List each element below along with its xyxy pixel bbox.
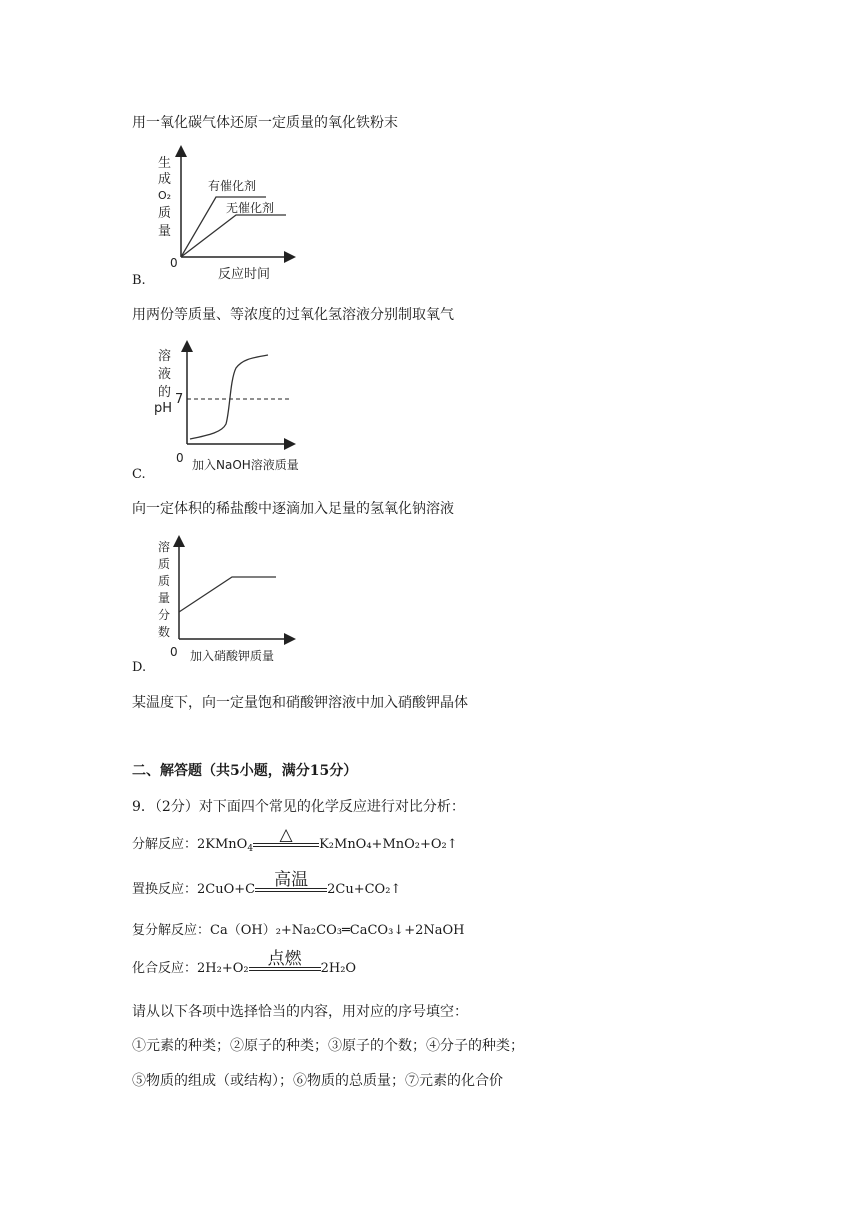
reaction-condition: 点燃 [249,960,321,978]
y-label-4: 量 [158,591,171,605]
y-label-2: 成 [158,172,172,187]
choices-line-1: ①元素的种类；②原子的种类；③原子的个数；④分子的种类； [132,1038,524,1054]
products: 2H₂O [320,961,357,976]
x-axis-label: 加入NaOH溶液质量 [192,458,299,472]
reaction-decomposition: 分解反应：2KMnO$_4$ △ K₂MnO₄+MnO₂+O₂↑ [132,825,458,854]
products: 2Cu+CO₂↑ [327,882,402,897]
y-label-6: 数 [158,625,171,639]
choices-line-2: ⑤物质的组成（或结构）；⑥物质的总质量；⑦元素的化合价 [132,1073,503,1089]
y-label-1: 溶 [158,540,171,554]
ph-label: pH [154,401,173,416]
reactants: 2H₂+O₂ [197,961,249,976]
y-label-4: 质 [158,206,172,221]
reaction-combination [132,949,357,978]
mass-fraction-line [179,577,276,612]
reaction-condition: 高温 [255,881,327,899]
graph-b [150,145,300,285]
reaction-type-label: 置换反应： [132,882,198,897]
x-axis-label: 加入硝酸钾质量 [190,649,275,663]
reaction-type-label: 复分解反应： [132,923,211,938]
origin-label: 0 [170,256,178,270]
y-label-1: 溶 [158,349,172,364]
origin-label: 0 [170,645,178,659]
option-d-label: D. [132,660,147,675]
y-label-3: O₂ [158,189,172,202]
products: K₂MnO₄+MnO₂+O₂↑ [319,837,458,852]
graph-d [150,535,330,675]
y-label-1: 生 [158,156,172,171]
option-c-description: 向一定体积的稀盐酸中逐滴加入足量的氢氧化钠溶液 [132,501,454,517]
no-catalyst-label: 无催化剂 [226,201,275,215]
question-9-intro: 9．（2分）对下面四个常见的化学反应进行对比分析： [132,799,465,815]
option-b-label: B. [132,273,146,288]
reaction-condition [253,825,319,854]
reactants: 2CuO+C [197,882,256,897]
option-a-description: 用一氧化碳气体还原一定质量的氧化铁粉末 [132,115,398,131]
option-b-description: 用两份等质量、等浓度的过氧化氢溶液分别制取氧气 [132,307,454,323]
option-d-description: 某温度下，向一定量饱和硝酸钾溶液中加入硝酸钾晶体 [132,695,468,711]
reaction-type-label: 化合反应： [132,961,198,976]
equation: Ca（OH）₂+Na₂CO₃═CaCO₃↓+2NaOH [210,923,465,938]
y-label-5: 量 [158,224,172,239]
y-label-2: 液 [158,367,172,382]
catalyst-label: 有催化剂 [208,179,257,193]
y-label-2: 质 [158,557,171,571]
y-label-5: 分 [158,608,171,622]
reaction-type-label: 分解反应： [132,837,198,852]
option-c-label: C. [132,467,146,482]
graph-c [150,340,350,480]
y-label-3: 的 [158,385,172,400]
section-heading: 二、解答题（共5小题，满分15分） [132,763,358,779]
reaction-double-decomposition [132,922,464,940]
reaction-displacement [132,870,402,899]
y-label-3: 质 [158,574,171,588]
ph-curve [190,355,268,439]
origin-label: 0 [176,451,184,465]
heat-symbol: △ [279,825,293,845]
reactants: 2KMnO [197,837,248,852]
x-axis-label: 反应时间 [218,267,271,282]
ph7-tick-label: 7 [175,392,184,407]
instruction: 请从以下各项中选择恰当的内容，用对应的序号填空： [132,1004,468,1020]
no-catalyst-line [181,215,286,257]
